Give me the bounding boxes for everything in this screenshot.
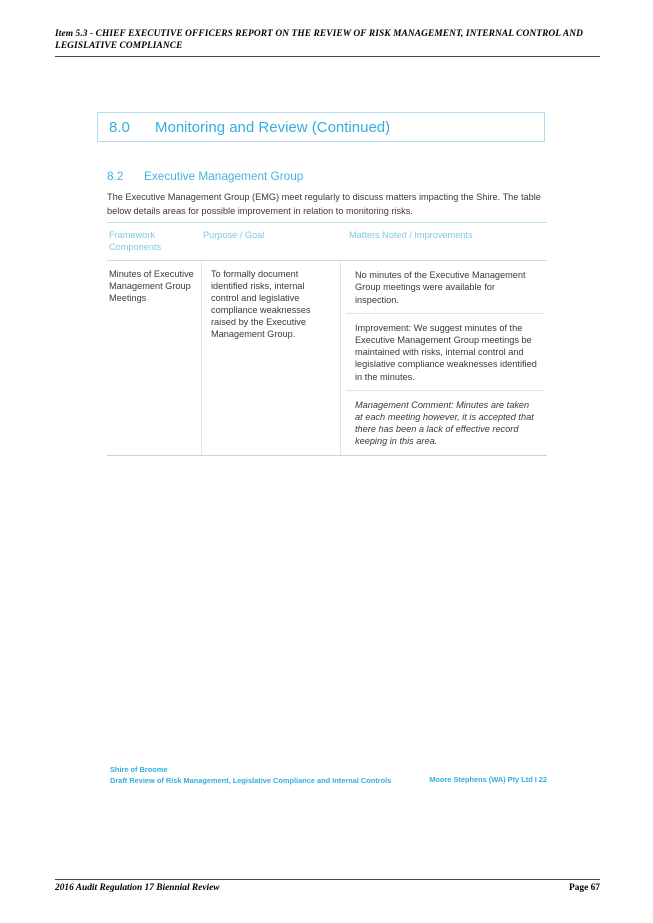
page-footer-rule: [55, 879, 600, 880]
section-title-box: [97, 112, 545, 142]
document-subtitle: Draft Review of Risk Management, Legislative Compliance and Internal Controls: [110, 776, 392, 785]
table-header-cell-purpose: Purpose / Goal: [203, 230, 265, 240]
page-footer-title: 2016 Audit Regulation 17 Biennial Review: [55, 883, 220, 893]
footer-separator: I: [534, 775, 537, 784]
document-footer-right: [429, 764, 547, 784]
table-header-row: [107, 223, 547, 260]
table-cell-matters: [340, 261, 547, 454]
document-page-number: 22: [538, 775, 547, 784]
firm-name: Moore Stephens (WA) Pty Ltd: [429, 775, 533, 784]
intro-paragraph: The Executive Management Group (EMG) meet regularly to discuss matters impacting the Shire. The table below details areas for possible improvement in relation to monitoring risks.: [107, 192, 541, 217]
section-title-number: 8.0: [109, 118, 130, 136]
running-header: [55, 28, 600, 57]
table-header-cell-matters: Matters Noted / Improvements: [349, 230, 473, 240]
document-footer: [110, 764, 547, 786]
matters-paragraph-finding: No minutes of the Executive Management Group meetings were available for inspection.: [355, 270, 526, 305]
table-row: [107, 261, 547, 454]
subsection-number: 8.2: [107, 169, 124, 183]
matters-paragraph-improvement: Improvement: We suggest minutes of the Executive Management Group meetings be maintained with risks, internal control and legislative compliance weaknesses identified in the minutes.: [346, 313, 543, 390]
subsection-title: Executive Management Group: [144, 169, 304, 183]
document-footer-left: [110, 764, 391, 786]
page-footer: [55, 879, 600, 893]
matters-paragraph-management-comment: Management Comment: Minutes are taken at each meeting however, it is accepted that there has been a lack of effective record keeping in this area.: [346, 390, 543, 455]
table-cell-purpose: To formally document identified risks, internal control and legislative compliance weaknesses raised by the Executive Management Group.: [201, 261, 340, 454]
section-title-text: Monitoring and Review (Continued): [155, 118, 391, 136]
table-header-cell-component: Framework Components: [109, 230, 162, 252]
running-header-text: Item 5.3 - CHIEF EXECUTIVE OFFICERS REPORT ON THE REVIEW OF RISK MANAGEMENT, INTERNAL CONTROL AND LEGISLATIVE COMPLIANCE: [55, 29, 583, 52]
running-header-rule: [55, 56, 600, 57]
table-bottom-border: [107, 455, 547, 456]
page-footer-row: [55, 883, 600, 893]
client-name: Shire of Broome: [110, 765, 168, 774]
framework-table: [107, 222, 547, 456]
subsection-heading: [107, 169, 303, 183]
table-cell-component: Minutes of Executive Management Group Meetings: [109, 269, 194, 303]
page-footer-page-number: Page 67: [569, 883, 600, 893]
